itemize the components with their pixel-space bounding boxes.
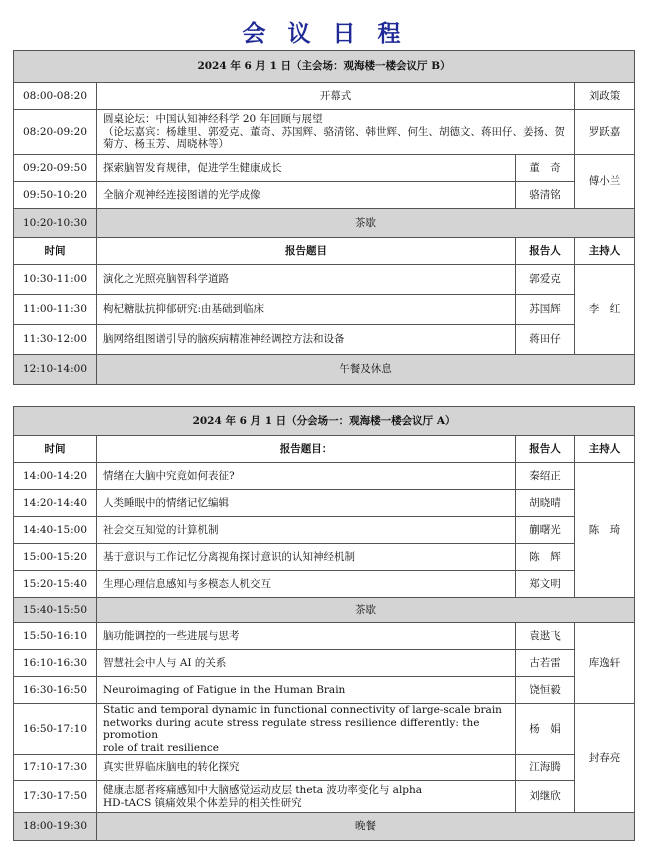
host-name: 刘政策 [575,83,635,110]
table-row [14,295,635,325]
talk-topic: 演化之光照亮脑智科学道路 [97,265,516,295]
talk-topic-line: Static and temporal dynamic in functional connectivity of large-scale brain [103,704,502,716]
talk-topic [97,781,516,813]
speaker-name: 胡晓晴 [516,490,575,517]
speaker-name: 董 奇 [516,155,575,182]
main-venue-section-title: 2024 年 6 月 1 日（主会场：观海楼一楼会议厅 B） [14,51,635,83]
session-time: 18:00-19:30 [14,813,97,841]
session-time: 15:50-16:10 [14,623,97,650]
column-header-host: 主持人 [575,238,635,265]
table-row [14,781,635,813]
table-row [14,650,635,677]
session-time: 17:30-17:50 [14,781,97,813]
column-header-speaker: 报告人 [516,436,575,463]
table-row [14,110,635,155]
speaker-name: 杨 娟 [516,704,575,755]
host-name: 罗跃嘉 [575,110,635,155]
sub-venue-schedule-table [13,406,635,841]
column-header-topic: 报告题目： [97,436,516,463]
talk-topic-line: networks during acute stress regulate stress resilience differently: the promotion [103,716,480,741]
session-time: 09:20-09:50 [14,155,97,182]
tea-break-label: 茶歇 [97,209,635,238]
table-row [14,677,635,704]
table-row [14,490,635,517]
column-header-row [14,238,635,265]
session-time: 15:40-15:50 [14,598,97,623]
session-time: 11:00-11:30 [14,295,97,325]
speaker-name: 古若雷 [516,650,575,677]
session-time: 14:20-14:40 [14,490,97,517]
talk-topic [97,704,516,755]
speaker-name: 饶恒毅 [516,677,575,704]
sub-venue-section-title: 2024 年 6 月 1 日（分会场一：观海楼一楼会议厅 A） [14,407,635,436]
talk-topic: 社会交互知觉的计算机制 [97,517,516,544]
speaker-name: 苏国辉 [516,295,575,325]
session-time: 17:10-17:30 [14,755,97,781]
speaker-name: 陈 辉 [516,544,575,571]
talk-topic: 全脑介观神经连接图谱的光学成像 [97,182,516,209]
break-row [14,209,635,238]
break-row [14,813,635,841]
speaker-name: 秦绍正 [516,463,575,490]
host-name: 陈 琦 [575,463,635,598]
session-time: 14:00-14:20 [14,463,97,490]
opening-ceremony-label: 开幕式 [97,83,575,110]
table-row [14,571,635,598]
table-row [14,463,635,490]
speaker-name: 刘继欣 [516,781,575,813]
session-time: 15:20-15:40 [14,571,97,598]
host-name: 封春亮 [575,704,635,813]
talk-topic-line: role of trait resilience [103,741,219,754]
session-time: 12:10-14:00 [14,355,97,385]
column-header-time: 时间 [14,238,97,265]
table-row [14,182,635,209]
host-name: 李 红 [575,265,635,355]
talk-topic: 人类睡眠中的情绪记忆编辑 [97,490,516,517]
column-header-topic: 报告题目 [97,238,516,265]
column-header-time: 时间 [14,436,97,463]
dinner-label: 晚餐 [97,813,635,841]
forum-description [97,110,575,155]
tea-break-label: 茶歇 [97,598,635,623]
talk-topic: 枸杞糖肽抗抑郁研究:由基础到临床 [97,295,516,325]
talk-topic: 脑网络组图谱引导的脑疾病精准神经调控方法和设备 [97,325,516,355]
table-row [14,155,635,182]
session-time: 10:30-11:00 [14,265,97,295]
main-venue-schedule-table [13,50,635,385]
speaker-name: 郑文明 [516,571,575,598]
table-row [14,544,635,571]
session-time: 08:20-09:20 [14,110,97,155]
session-time: 14:40-15:00 [14,517,97,544]
forum-guests: （论坛嘉宾：杨雄里、郭爱克、董奇、苏国辉、骆清铭、韩世辉、何生、胡德文、蒋田仔、姜扬、贺菊方、杨玉芳、周晓林等） [103,125,565,151]
talk-topic: 情绪在大脑中究竟如何表征? [97,463,516,490]
section-header-row [14,407,635,436]
table-row [14,704,635,755]
table-row [14,325,635,355]
table-row [14,265,635,295]
table-row [14,755,635,781]
speaker-name: 袁逖飞 [516,623,575,650]
talk-topic-line: HD-tACS 镇痛效果个体差异的相关性研究 [103,796,302,809]
column-header-speaker: 报告人 [516,238,575,265]
column-header-host: 主持人 [575,436,635,463]
speaker-name: 蒋田仔 [516,325,575,355]
talk-topic: 脑功能调控的一些进展与思考 [97,623,516,650]
talk-topic-line: 健康志愿者疼痛感知中大脑感觉运动皮层 theta 波功率变化与 alpha [103,784,423,796]
column-header-row [14,436,635,463]
session-time: 09:50-10:20 [14,182,97,209]
talk-topic: 智慧社会中人与 AI 的关系 [97,650,516,677]
section-header-row [14,51,635,83]
speaker-name: 蒯曙光 [516,517,575,544]
break-row [14,598,635,623]
speaker-name: 郭爱克 [516,265,575,295]
forum-title: 圆桌论坛：中国认知神经科学 20 年回顾与展望 [103,113,323,126]
session-time: 10:20-10:30 [14,209,97,238]
speaker-name: 江海腾 [516,755,575,781]
table-row [14,623,635,650]
session-time: 11:30-12:00 [14,325,97,355]
table-row [14,83,635,110]
talk-topic: 探索脑智发育规律，促进学生健康成长 [97,155,516,182]
host-name: 库逸轩 [575,623,635,704]
talk-topic: Neuroimaging of Fatigue in the Human Brain [97,677,516,704]
page-title: 会 议 日 程 [242,20,408,47]
talk-topic: 基于意识与工作记忆分离视角探讨意识的认知神经机制 [97,544,516,571]
lunch-break-label: 午餐及休息 [97,355,635,385]
session-time: 15:00-15:20 [14,544,97,571]
session-time: 16:50-17:10 [14,704,97,755]
talk-topic: 生理心理信息感知与多模态人机交互 [97,571,516,598]
table-row [14,517,635,544]
speaker-name: 骆清铭 [516,182,575,209]
talk-topic: 真实世界临床脑电的转化探究 [97,755,516,781]
session-time: 16:30-16:50 [14,677,97,704]
break-row [14,355,635,385]
session-time: 16:10-16:30 [14,650,97,677]
host-name: 傅小兰 [575,155,635,209]
session-time: 08:00-08:20 [14,83,97,110]
